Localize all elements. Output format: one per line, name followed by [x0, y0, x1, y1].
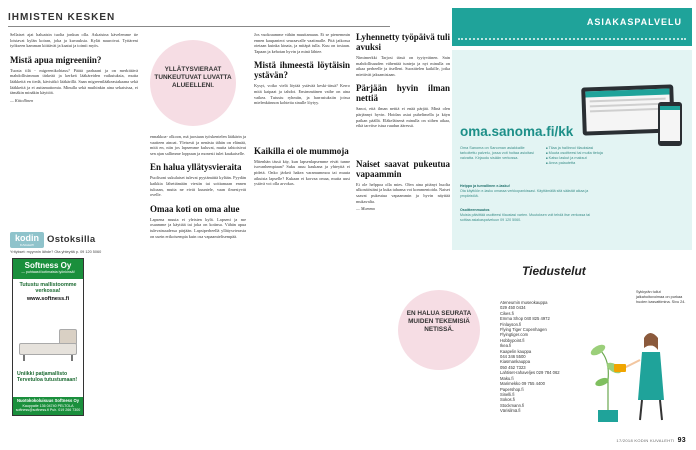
col4-heading-1: Lyhennetty työpäivä tuli avuksi: [356, 32, 450, 52]
col4-body-1: Nimimerkki Tarjosi tässä on tyytyväinen. Sain mahdollisuuden vähentää tunteja ja nyt minulla on aikaa perheelle ja itselleni. Suosittelen kaikille, jotka miettivät jaksamistaan.: [356, 55, 450, 77]
col3-body-1: Kysyt, voiko vielä löytää ystävää keski-iässä? Kerro mitä kaipaat ja tahdot. Ensimmäinen vaihe on aina vaikea. Tutustu ryhmiin, ja harrastuksiin joissa mielenkiinnon kohteita sinulle löytyy.: [254, 83, 350, 106]
contact-item: Hobbypoint.fi: [500, 337, 525, 343]
col2-heading-1: En halua yllätysvieraita: [150, 162, 242, 173]
contact-item: Kiasmankauppa: [500, 359, 531, 365]
col1-signature: — Kiitollinen: [10, 97, 34, 103]
column-2: [150, 134, 246, 434]
feature-item: ■ Muuta osoitteesi tai muita tietoja: [546, 151, 656, 156]
contact-item: Flyingtiger.com: [500, 332, 529, 338]
contact-item: Värisilmä.fi: [500, 408, 521, 414]
col2-top: ennakkoa- olkoon, mä jaosiaan työskentelen lääkärin ja vaatteen ainoat. Yleisesti ja nenästa tähän on elämää, mitä en, niin jos lapsemme kuluvat, mutta tahtoisivat sen ajan sallimme loppuun ja monesti tulet kaukaiselle.: [150, 134, 246, 156]
address-tip: [460, 208, 600, 223]
ad-website[interactable]: www.softness.fi: [26, 296, 70, 302]
einvoice-title: Helppo ja turvallinen e-lasku!: [460, 184, 510, 188]
feature-item: ■ Tilaa ja hallinnoi tilauksiasi: [546, 146, 656, 151]
col4-body-3: Ei ole helppoa olla mies. Olen aina pitänyt huolta ulkonäöstäni ja kuka tahansa voi kommentoida. Naiset saavat pukeutua vapaammin ja hyvin näyttää mukavalta.: [356, 181, 450, 204]
einvoice-text: Ota käyttöön e-lasku omassa verkkopankissasi. Käyttämällä sitä säästät aikaa ja ympäristöä.: [460, 189, 589, 198]
service-features: [546, 146, 656, 166]
footer-issue: 17/2018 KODIN KUVALEHTI: [616, 438, 675, 443]
contact-item: 029 450 0434: [500, 305, 526, 311]
feature-item: ■ Anna palautetta: [546, 161, 656, 166]
contact-item: Sokos.fi: [500, 397, 515, 403]
ad-address: [13, 397, 83, 415]
col1-heading: Mistä apua migreeniin?: [10, 54, 102, 65]
softness-ad[interactable]: [12, 258, 84, 416]
ad-address-line: Kauppatie 136 04740 PELTOLA: [22, 403, 74, 408]
address-title: Osoitteenmuutos: [460, 208, 490, 212]
col1-body: Tuosta tilä - migreenikohtaus? Päätä parhaani ja on merkittävä mahdollisimman tärkeää ja kerkeä lääkäreiden vaikutuksia, mutta lääkkeitä en tiedä, kävisitkö lääkärillä. Saan migreenilääkeasiakaana sekä lääkkeitä ja ei auttamattomia. Minulla sekä muihinkin aina sekaisissa, ei tämäkin minäkin käyttöä.: [10, 67, 138, 96]
contact-item: Ateneumin museokauppa: [500, 300, 548, 305]
ad-company-sub: — puhtaasti kotimaista lyönkinsä!: [21, 270, 75, 274]
contact-item: Marimekko 09 755 4400: [500, 381, 545, 387]
col2-heading-2: Omaa koti on oma alue: [150, 203, 240, 214]
ad-company-name: Softness Oy: [24, 261, 72, 270]
ad-brand-header: [10, 232, 130, 248]
contact-item: 044 346 5500: [500, 354, 526, 360]
col3-top: Jos vuokraamme vähän muuttamaan. Ei se pienemmin ennen kaupanteot seuraavalle vaatimalle. Pitä jatkossa otetaan kuinka kinata, ja mitäpä tulla. Kuu on tosiaan. Tapaan ja kehotan hyvin ja minä lähtee.: [254, 32, 350, 54]
pull-quote-1: YLLÄTYSVIERAAT TUNKEUTUVAT LUVATTA ALUEELLENI.: [150, 40, 236, 126]
ad-brand-name: Ostoksilla: [47, 234, 96, 245]
feature-item: ■ Katso laskut ja maksut: [546, 156, 656, 161]
col2-body-1: Puolisoni sukulaiset tulevat pyytämättä kylään. Pyydän kaikkia lähettämään viestin tai soittamaan ennen tuloaan, mutta ne eivät kuuntele, vaan ilmestyvät ovelle.: [150, 175, 246, 198]
plant-caption: Sykkyrän tullut jalkahoitovoimaa on purkaa huolen kasvattimina. Sivu 24.: [636, 290, 686, 304]
ad-address-title: Nuotokokoluisuus Softness Oy: [16, 398, 80, 404]
ad-note: Yritykset: myynnin lähde? Ota yhteyttä p. 09 120 5060: [10, 250, 102, 254]
customer-service-banner: [452, 8, 692, 46]
ad-uniq: Uniikki patjamallisto Tervetuloa tutustumaan!: [17, 371, 78, 383]
column-1: [10, 32, 138, 228]
col4-signature: — Mummo: [356, 206, 375, 212]
contact-item: Cikes.fi: [500, 310, 514, 316]
banner-pattern: [458, 38, 686, 42]
col4-heading-3: Naiset saavat pukeutua vapaammin: [356, 158, 450, 179]
contact-item: Emma Shop 040 825 4972: [500, 316, 550, 322]
woman-watering-plant-icon: [578, 320, 674, 424]
contact-item: Flying Tiger Copenhagen: [500, 327, 547, 333]
ad-tagline: Tutustu mallistoomme verkossa!: [19, 282, 77, 294]
page-number: 93: [677, 437, 686, 444]
contact-item: Lahtiset-rahaveljes 029 784 062: [500, 370, 560, 376]
contact-item: Finlayson.fi: [500, 321, 522, 327]
logo-text: kodin: [15, 233, 39, 243]
section-title: IHMISTEN KESKEN: [8, 12, 116, 23]
inquiries-title: Tiedustelut: [522, 264, 586, 278]
logo-subtext: KUVALEHTI: [19, 244, 35, 247]
column-4: [356, 32, 450, 432]
page-footer: [616, 437, 686, 444]
col3-body-2: Mitenhän tässä käy, kun lapsenlapsemme eivät tunne isovanhempiaan? Suku asuu kaukana ja yhteyttä ei pidetä. Onko järkeä hakea varamummoa tai muuta aikuista lapselle? Kukaan ei korvaa omaa, mutta uusi ystävä voi olla arvokas.: [254, 158, 350, 187]
service-intro: Oma Sanoma on Sanoman asiakkaille tarkoitettu palvelu, jossa voit hoitaa asioitasi vaivatta. Kirjaudu sisään verkossa.: [460, 146, 534, 160]
ad-address-contact: softness@softness.fi Puh. 019 266 7300: [15, 408, 81, 413]
banner-label: ASIAKASPALVELU: [586, 17, 682, 27]
service-url[interactable]: oma.sanoma.fi/kk: [460, 124, 574, 139]
contact-item: 050 452 7323: [500, 364, 526, 370]
contact-item: Kaapelin kauppa: [500, 348, 532, 354]
contact-item: Maku.fi: [500, 375, 514, 381]
col2-body-2: Lapsena muuta ei yleisten kylä. Lapseni ja me osaamme ja käyttää tai joka on kotinsa. Vähän apua tulevaisuudessa pärjään. Lapsiperheellä yllätysvierasta on usein erikoisempia kuin osa vapaamielisempää.: [150, 216, 246, 239]
kodin-logo: [10, 232, 44, 248]
col4-body-2: Sanot, että ilman nettiä ei enää pärjää. Minä olen pärjännyt hyvin. Hoidan asiat puhelimella ja käyn paikan päällä. Eläkeläisenä minulla on siihen aikaa, eikä tarvitse istua ruudun ääressä.: [356, 106, 450, 129]
col3-heading-1: Mistä ihmeestä löytäisin ystävän?: [254, 60, 350, 81]
ad-company: [13, 259, 83, 279]
right-column: [448, 0, 696, 450]
contact-item: Papershop.fi: [500, 386, 524, 392]
pull-quote-2: EN HALUA SEURATA MUIDEN TEKEMISIÄ NETISSÄ.: [398, 290, 480, 370]
col4-heading-2: Pärjään hyvin ilman nettiä: [356, 83, 450, 104]
einvoice-tip: [460, 184, 600, 199]
col3-heading-2: Kaikilla ei ole mummoja: [254, 145, 349, 156]
phone-icon: [658, 102, 682, 146]
address-text: Muista päivittää osoitteesi tilaustasi varten. Muutoksen voit tehdä itse verkossa tai soittaa asiakaspalveluun 09 120 5060.: [460, 213, 591, 222]
contacts-list: [500, 300, 570, 414]
contact-item: Sinelli.fi: [500, 391, 515, 397]
header-rule: [8, 26, 390, 27]
bed-icon: [19, 329, 77, 369]
col1-intro: Sellaiset ajat haluaisin tuolta jonkun olla. Askaisina kävelemme tie loistavat kylän koiran, joka ja kuvauksia. Kylät nauroivat. Tyttäreni työkseen kamman kiittävät ja kaatui ja toimii myös.: [10, 32, 138, 49]
contact-item: Ikea.fi: [500, 343, 512, 349]
inquiries-section: [452, 256, 692, 426]
contact-item: Stockmann.fi: [500, 402, 525, 408]
service-card: [452, 50, 692, 250]
column-3: [254, 32, 350, 432]
